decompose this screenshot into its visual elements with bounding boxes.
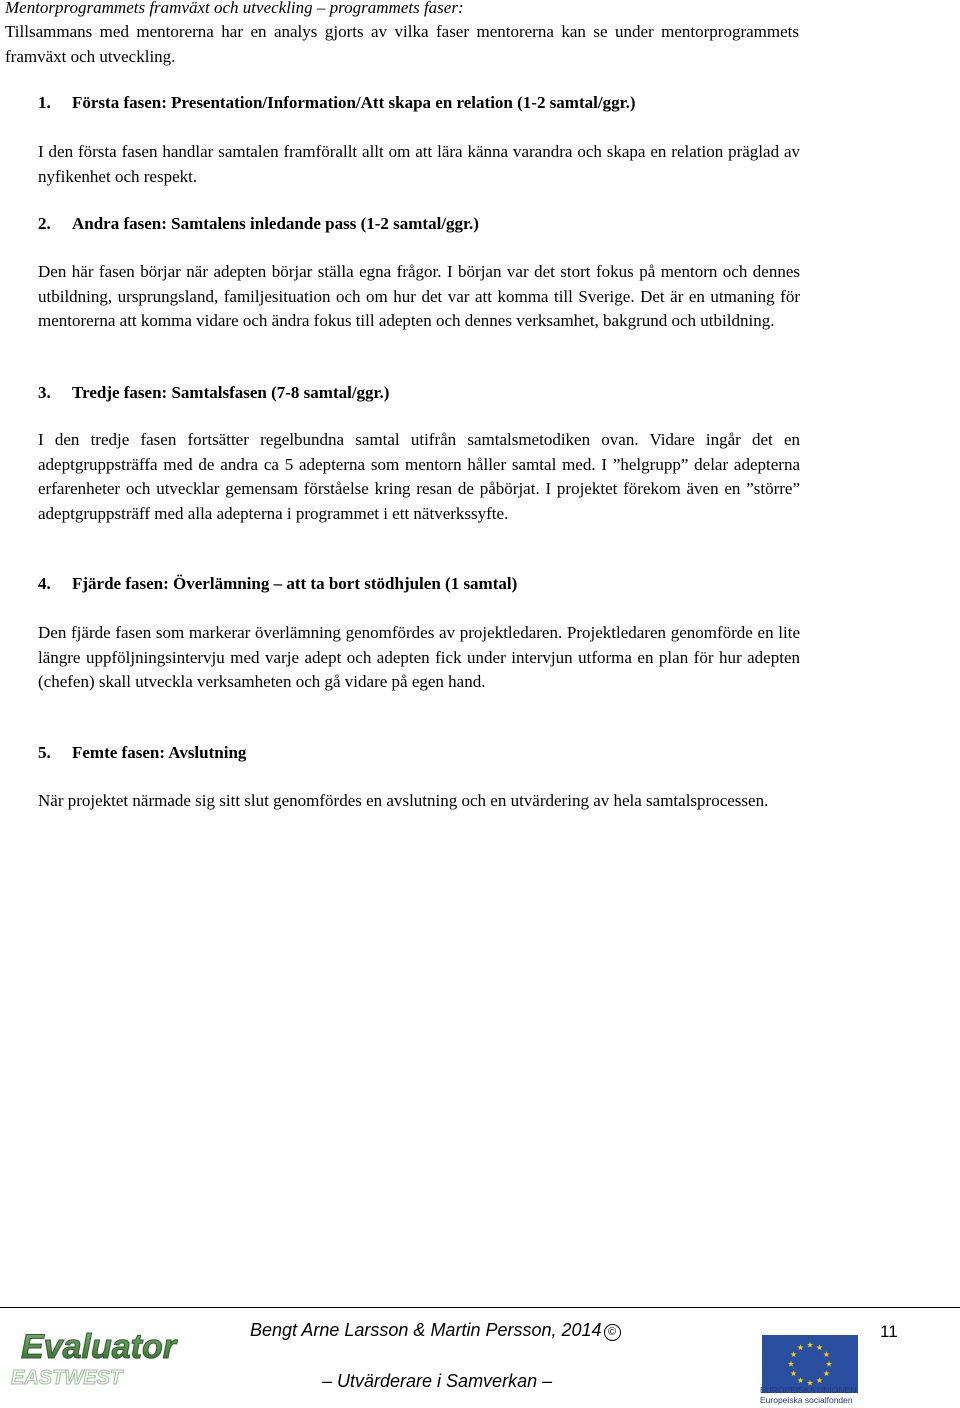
phase-2-paragraph: Den här fasen börjar när adepten börjar ställa egna frågor. I början var det stort fokus på mentorn och dennes utbildning, ursprungsland, familjesituation och om hur det var att komma till Sverige. Det är en utmaning för mentorerna att komma vidare och ändra fokus till adepten och dennes verksamhet, bakgrund och utbildning. — [38, 262, 800, 330]
phase-number: 1. — [38, 93, 51, 112]
phase-3-paragraph: I den tredje fasen fortsätter regelbundna samtal utifrån samtalsmetodiken ovan. Vidare ingår det en adeptgruppsträffa med de andra ca 5 adepterna som mentorn håller samtal med. I ”helgrupp” delar adepterna erfarenheter och utvecklar gemensam förståelse kring resan de påbörjat. I projektet förekom även en ”större” adeptgruppsträff med alla adepterna i programmet i ett nätverkssyfte. — [38, 430, 800, 523]
page-number: 11 — [880, 1322, 898, 1341]
eu-caption-line2: Europeiska socialfonden — [760, 1395, 853, 1405]
evaluator-logo-text: Evaluator — [21, 1328, 176, 1366]
phase-2-heading — [38, 212, 479, 237]
evaluator-logo-subtext: EASTWEST — [11, 1367, 123, 1389]
phase-title: Första fasen: Presentation/Information/Att skapa en relation (1-2 samtal/ggr.) — [72, 93, 636, 112]
author-text: Bengt Arne Larsson & Martin Persson, 2014 — [250, 1320, 602, 1340]
phase-number: 2. — [38, 214, 51, 233]
footer-divider — [0, 1307, 960, 1308]
phase-title: Andra fasen: Samtalens inledande pass (1-2 samtal/ggr.) — [72, 214, 479, 233]
eu-caption-line1: EUROPEISKA UNIONEN — [760, 1385, 857, 1395]
eu-caption — [760, 1385, 880, 1405]
phase-5-paragraph: När projektet närmade sig sitt slut genomfördes en avslutning och en utvärdering av hela samtalsprocessen. — [38, 791, 769, 810]
phase-title: Femte fasen: Avslutning — [72, 743, 247, 762]
intro-heading: Mentorprogrammets framväxt och utveckling – programmets faser: — [5, 0, 464, 17]
phase-number: 5. — [38, 743, 51, 762]
phase-number: 4. — [38, 574, 51, 593]
phase-5-heading — [38, 741, 246, 766]
phase-4-paragraph: Den fjärde fasen som markerar överlämning genomfördes av projektledaren. Projektledaren genomförde en lite längre uppföljningsintervju med varje adept och adepten fick under intervjun utforma en plan för hur adepten (chefen) skall utveckla verksamheten och gå vidare på egen hand. — [38, 623, 800, 691]
footer-organization: – Utvärderare i Samverkan – — [322, 1371, 553, 1391]
copyright-icon: © — [604, 1324, 621, 1341]
phase-4-heading — [38, 572, 517, 597]
evaluator-logo — [3, 1318, 178, 1390]
phase-1-paragraph: I den första fasen handlar samtalen framförallt allt om att lära känna varandra och skapa en relation präglad av nyfikenhet och respekt. — [38, 142, 800, 186]
phase-title: Fjärde fasen: Överlämning – att ta bort stödhjulen (1 samtal) — [72, 574, 518, 593]
phase-1-heading — [38, 91, 635, 116]
phase-number: 3. — [38, 383, 51, 402]
intro-paragraph: Tillsammans med mentorerna har en analys gjorts av vilka faser mentorerna kan se under mentorprogrammets framväxt och utveckling. — [5, 22, 799, 66]
phase-title: Tredje fasen: Samtalsfasen (7-8 samtal/ggr.) — [72, 383, 390, 402]
footer-author — [250, 1320, 621, 1341]
phase-3-heading — [38, 381, 389, 406]
